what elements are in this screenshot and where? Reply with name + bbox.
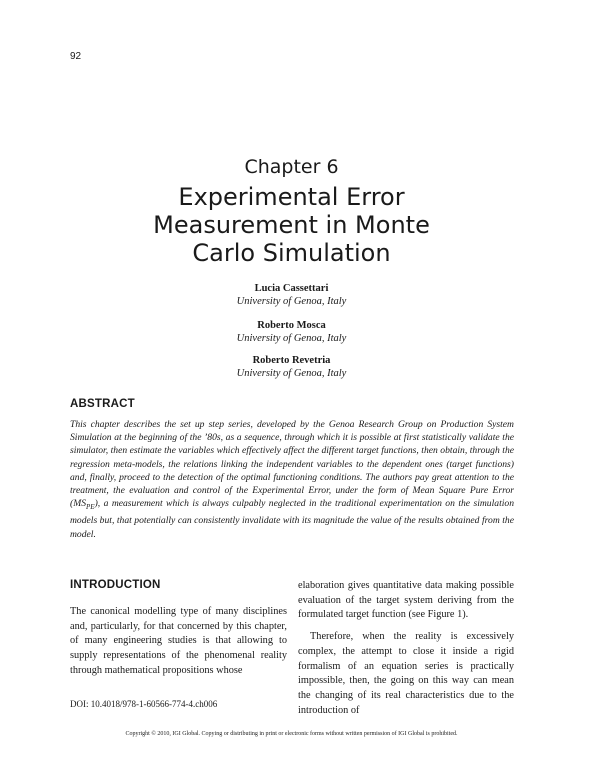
chapter-title-line: Measurement in Monte: [153, 211, 430, 239]
abstract-heading: ABSTRACT: [70, 398, 135, 410]
author-block: [0, 320, 583, 345]
author-name: Roberto Revetria: [252, 355, 331, 366]
doi: DOI: 10.4018/978-1-60566-774-4.ch006: [70, 699, 218, 709]
chapter-label: Chapter 6: [244, 156, 339, 178]
author-name: Roberto Mosca: [257, 320, 326, 331]
left-column: [70, 605, 287, 679]
abstract-text-part: ), a measurement which is always culpably neglected in the traditional experimentation on the simulation models but, that potentially can consistently invalidate with its magnitude the value of the results obtained from the model.: [70, 498, 514, 540]
author-affiliation: University of Genoa, Italy: [236, 367, 347, 379]
paragraph: The canonical modelling type of many disciplines and, particularly, for that concerned by this chapter, of many engineering studies is that allowing to supply representations of the phenomenal reality through mathematical propositions whose: [70, 606, 287, 676]
abstract-text-part: This chapter describes the set up step series, developed by the Genoa Research Group on Production System Simulation at the beginning of the ’80s, as a sequence, through which it is possible at first statistically validate the simulator, then estimate the variables which effectively affect the different target functions, then obtain, through the regression meta-models, the relations linking the independent variables to the dependent ones (target functions) and, finally, proceed to the detection of the optimal functioning conditions. The authors pay great attention to the treatment, the evaluation and control of the Experimental Error, under the form of Mean Square Pure Error (: [70, 419, 514, 510]
chapter-title-line: Experimental Error: [178, 183, 405, 211]
abstract-text: [70, 418, 514, 541]
author-name: Lucia Cassettari: [254, 283, 329, 294]
page-number: 92: [70, 51, 82, 62]
paragraph: elaboration gives quantitative data making possible evaluation of the target system deriving from the formulated target function (see Figure 1).: [298, 580, 514, 621]
introduction-heading: INTRODUCTION: [70, 579, 161, 591]
mspe-symbol-subscript: PE: [86, 503, 95, 512]
mspe-symbol-base: MS: [73, 498, 86, 510]
paragraph: Therefore, when the reality is excessively complex, the attempt to close it inside a rigid formalism of an equation series is practically impossible, then, the going on this way can mean the changing of its real characteristics due to the introduction of: [298, 631, 514, 716]
right-column: [298, 579, 514, 718]
chapter-title-line: Carlo Simulation: [192, 239, 391, 267]
author-block: [0, 355, 583, 380]
chapter-title: [0, 183, 583, 267]
copyright-notice: Copyright © 2010, IGI Global. Copying or distributing in print or electronic forms without written permission of IGI Global is prohibited.: [125, 731, 458, 737]
author-affiliation: University of Genoa, Italy: [236, 295, 347, 307]
author-block: [0, 283, 583, 308]
author-affiliation: University of Genoa, Italy: [236, 332, 347, 344]
